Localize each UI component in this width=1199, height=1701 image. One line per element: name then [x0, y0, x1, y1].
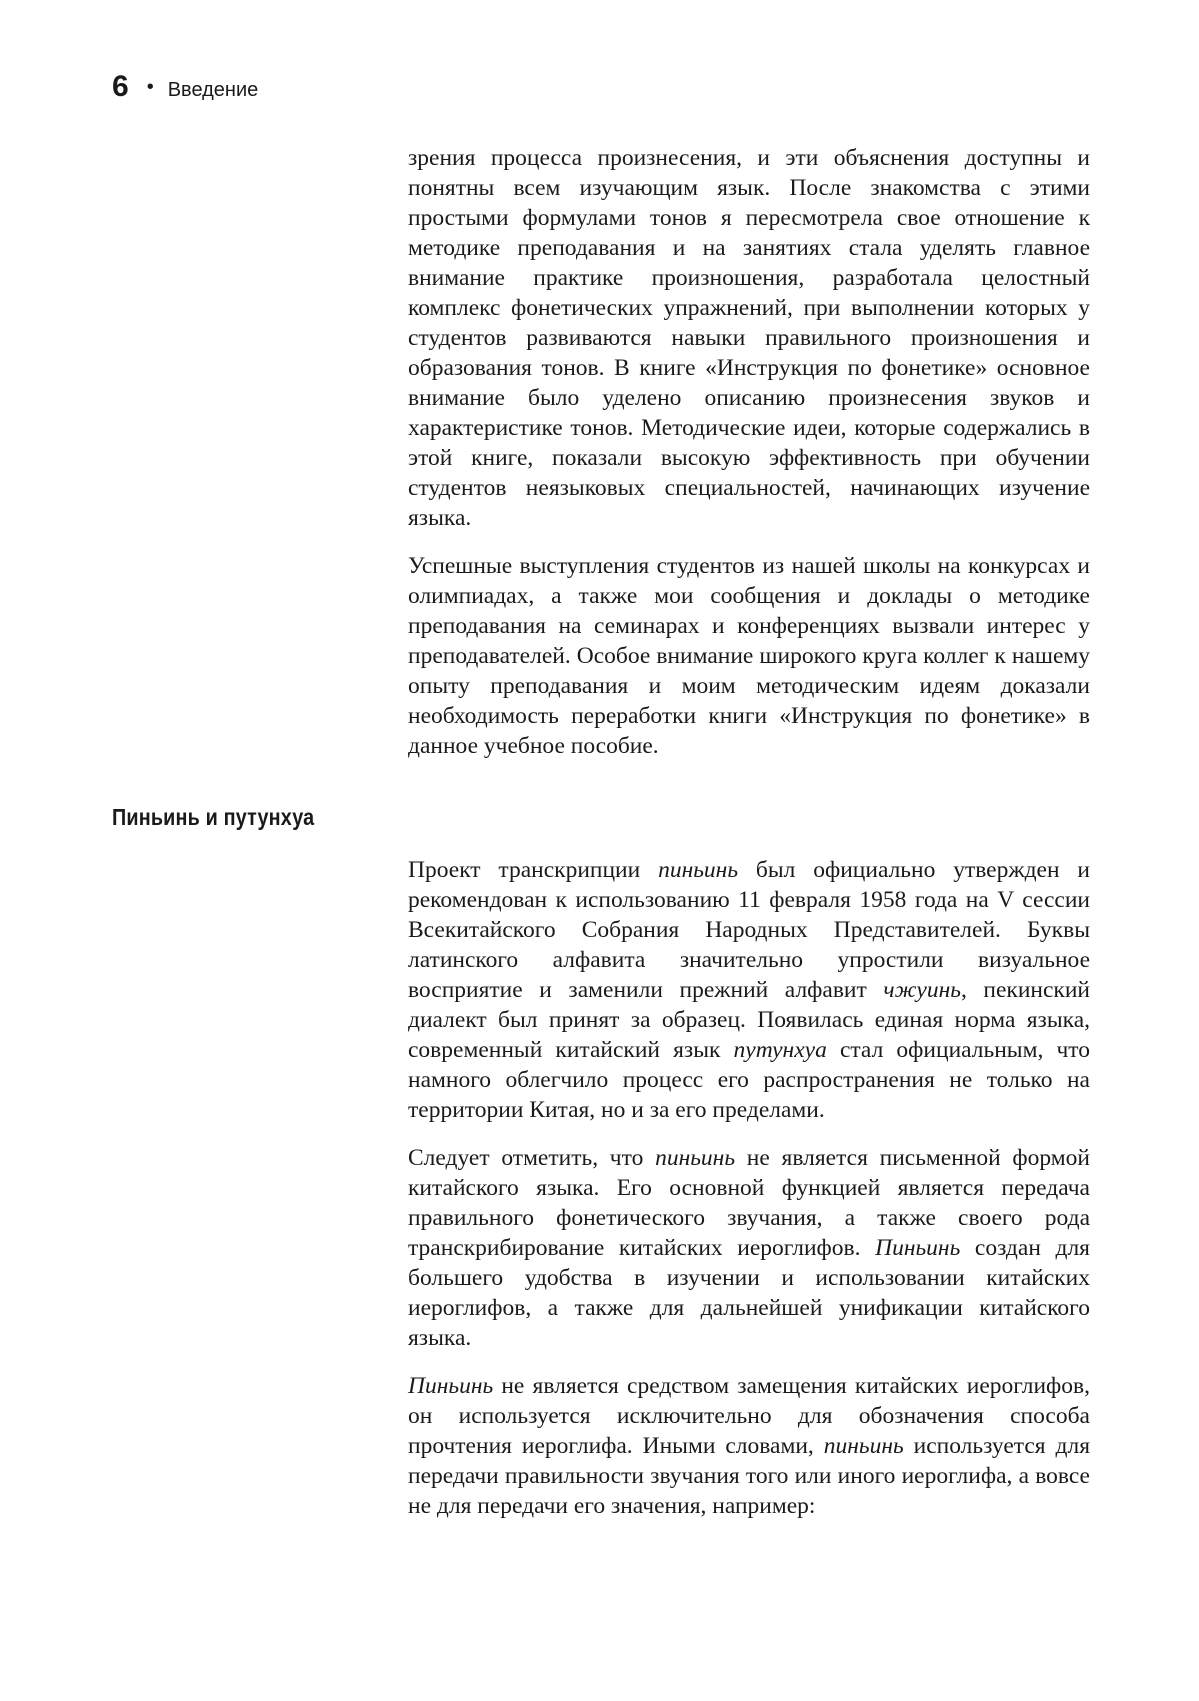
text-run: создан для большего удобства в изучении и использовании китайских иероглифов, а также для дальнейшей унификации китайского языка.: [408, 1235, 1090, 1351]
italic-term: пиньинь: [658, 857, 739, 883]
italic-term: путунхуа: [733, 1037, 827, 1063]
text-run: зрения процесса произнесения, и эти объяснения доступны и понятны всем изучающим язык. После знакомства с этими простыми формулами тонов я пересмотрела свое отношение к методике преподавания и на занятиях стала уделять главное внимание практике произношения, разработала целостный комплекс фонетических упражнений, при выполнении которых у студентов развиваются навыки правильного произношения и образования тонов. В книге «Инструкция по фонетике» основное внимание было уделено описанию произнесения звуков и характеристике тонов. Методические идеи, которые содержались в этой книге, показали высокую эффективность при обучении студентов неязыковых специальностей, начинающих изучение языка.: [408, 145, 1090, 531]
paragraph: [408, 1143, 1090, 1353]
paragraph: [408, 855, 1090, 1125]
page-number: 6: [112, 70, 129, 103]
body-text-bottom: [408, 855, 1090, 1521]
text-run: был официально утвержден и рекомендован к использованию 11 февраля 1958 года на V сессии Всекитайского Собрания Народных Представителей. Буквы латинского алфавита значительно упростили визуальное восприятие и заменили прежний алфавит: [408, 857, 1090, 1003]
text-run: , пекинский диалект был принят за образец. Появилась единая норма языка, современный китайский язык: [408, 977, 1091, 1063]
text-run: используется для передачи правильности звучания того или иного иероглифа, а вовсе не для передачи его значения, например:: [408, 1433, 1090, 1519]
text-run: не является письменной формой китайского языка. Его основной функцией является передача правильного фонетического звучания, а также своего рода транскрибирование китайских иероглифов.: [408, 1145, 1090, 1261]
italic-term: чжуинь: [883, 977, 961, 1003]
paragraph: [408, 1371, 1090, 1521]
text-run: Успешные выступления студентов из нашей школы на конкурсах и олимпиадах, а также мои сообщения и доклады о методике преподавания на семинарах и конференциях вызвали интерес у преподавателей. Особое внимание широкого круга коллег к нашему опыту преподавания и моим методическим идеям доказали необходимость переработки книги «Инструкция по фонетике» в данное учебное пособие.: [408, 553, 1090, 759]
section-heading: Пиньинь и путунхуа: [112, 804, 315, 830]
text-run: Проект транскрипции: [408, 857, 659, 883]
italic-term: Пиньинь: [875, 1235, 961, 1261]
paragraph: [408, 143, 1090, 533]
italic-term: пиньинь: [655, 1145, 736, 1171]
text-run: стал официальным, что намного облегчило процесс его распространения не только на территории Китая, но и за его пределами.: [408, 1037, 1090, 1123]
chapter-title: Введение: [167, 79, 259, 101]
text-run: Следует отметить, что: [408, 1145, 656, 1171]
italic-term: пиньинь: [823, 1433, 904, 1459]
header-bullet: •: [146, 76, 154, 98]
text-run: не является средством замещения китайских иероглифов, он используется исключительно для обозначения способа прочтения иероглифа. Иными словами,: [408, 1373, 1090, 1459]
body-text-top: [408, 143, 1090, 761]
italic-term: Пиньинь: [408, 1373, 494, 1399]
running-head: [112, 70, 258, 104]
paragraph: [408, 551, 1090, 761]
